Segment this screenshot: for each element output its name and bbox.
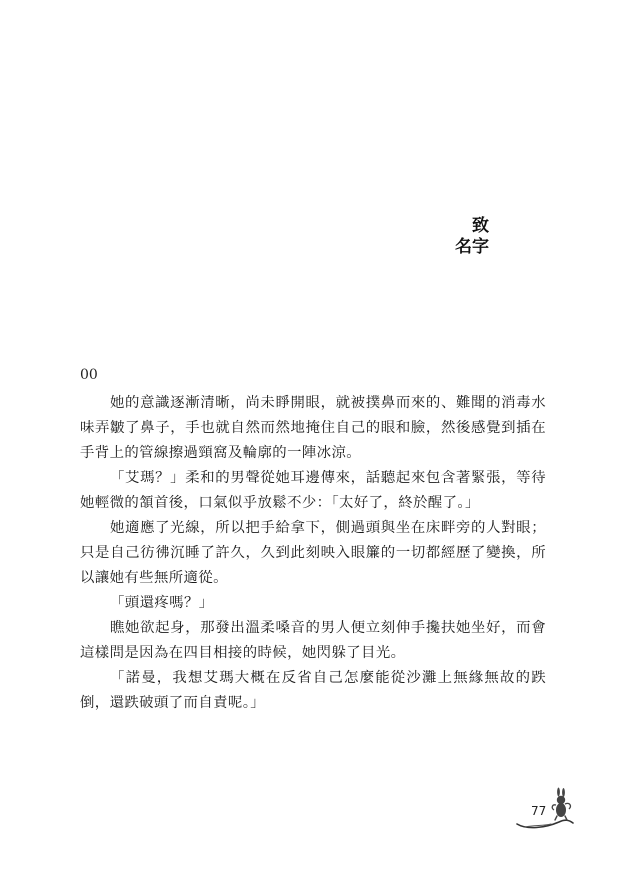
- chapter-number: 00: [80, 367, 98, 383]
- paragraph: 她的意識逐漸清晰，尚未睜開眼，就被撲鼻而來的、難聞的消毒水味弄皺了鼻子，手也就自然而然地掩住自己的眼和臉，然後感覺到插在手背上的管線擦過頸窩及輪廓的一陣冰涼。: [80, 395, 546, 461]
- chapter-title-line-2: 名字: [455, 237, 489, 257]
- paragraph: 「艾瑪？」柔和的男聲從她耳邊傳來，話聽起來包含著緊張，等待她輕微的頷首後，口氣似乎放鬆不少：「太好了，終於醒了。」: [80, 470, 546, 511]
- paragraph: 「諾曼，我想艾瑪大概在反省自己怎麼能從沙灘上無緣無故的跌倒，還跌破頭了而自責呢。」: [80, 670, 546, 711]
- body-text: [80, 391, 546, 716]
- paragraph: 瞧她欲起身，那發出溫柔嗓音的男人便立刻伸手攙扶她坐好，而會這樣問是因為在四目相接的時候，她閃躲了目光。: [80, 620, 546, 661]
- paragraph: 她適應了光線，所以把手給拿下，側過頭與坐在床畔旁的人對眼；只是自己彷彿沉睡了許久，久到此刻映入眼簾的一切都經歷了變換，所以讓她有些無所適從。: [80, 520, 546, 586]
- page-number: 77: [531, 804, 547, 818]
- paragraph: 「頭還疼嗎？」: [110, 595, 214, 611]
- chapter-title: [455, 216, 489, 258]
- chapter-title-line-1: 致: [472, 216, 489, 236]
